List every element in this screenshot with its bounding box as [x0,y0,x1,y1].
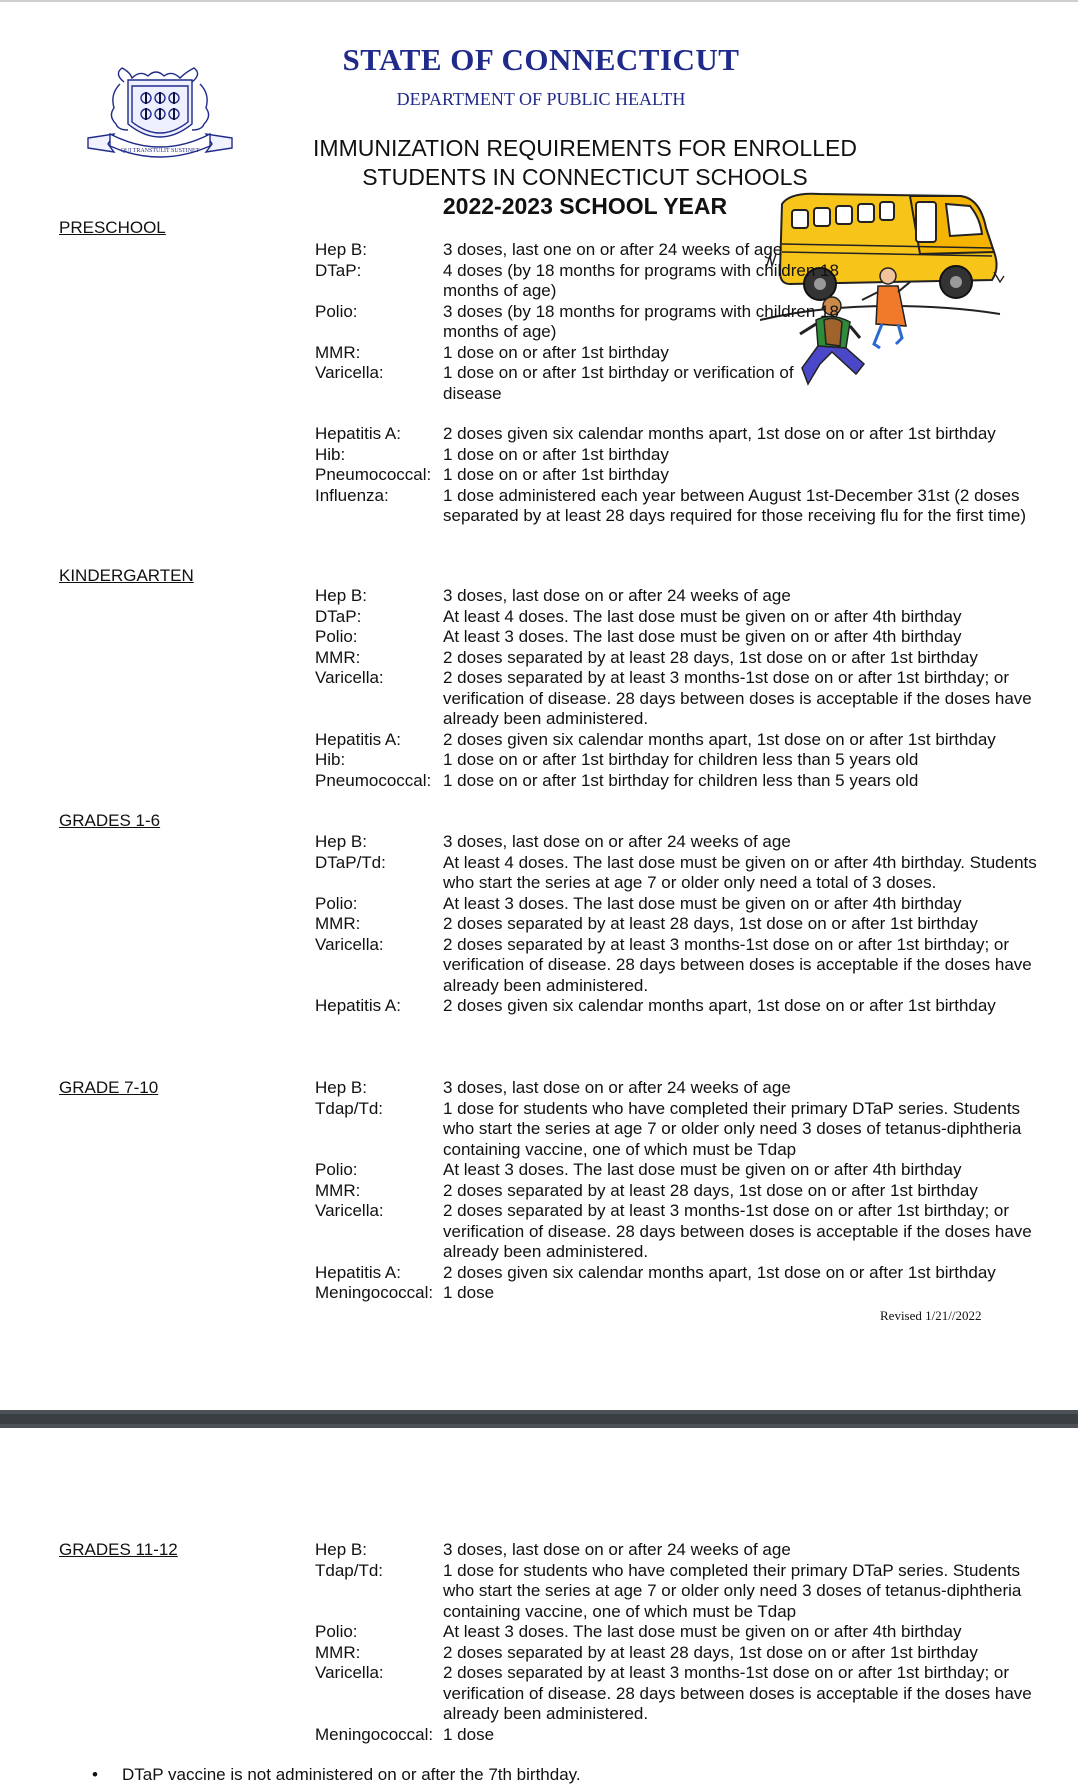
vaccine-requirement: At least 3 doses. The last dose must be given on or after 4th birthday [443,893,962,913]
requirement-row [315,668,1045,730]
vaccine-requirement: 2 doses given six calendar months apart, 1st dose on or after 1st birthday [443,996,996,1015]
vaccine-name: Meningococcal: [315,1283,434,1302]
vaccine-name: Meningococcal: [315,1724,434,1744]
requirement-row [315,853,1045,894]
vaccine-requirement: 1 dose on or after 1st birthday for children less than 5 years old [443,770,919,790]
vaccine-name: Tdap/Td: [315,1560,384,1580]
vaccine-requirement: 2 doses separated by at least 28 days, 1st dose on or after 1st birthday [443,914,978,933]
vaccine-name: Polio: [315,301,358,321]
requirement-row [315,996,1045,1017]
vaccine-name: MMR: [315,342,361,362]
requirement-row [315,832,1045,853]
vaccine-requirement: 1 dose on or after 1st birthday [443,342,669,362]
vaccine-requirement: 1 dose [443,1283,495,1302]
requirement-row [315,1283,1045,1304]
vaccine-requirement: 4 doses (by 18 months for programs with children 18 months of age) [443,260,839,300]
requirement-row [315,607,1045,628]
requirement-row [315,343,845,364]
requirement-row [315,1201,1045,1263]
grades-7-10-requirements-list [315,1078,1045,1304]
vaccine-name: Pneumococcal: [315,770,432,790]
svg-text:QUI TRANSTULIT SUSTINET: QUI TRANSTULIT SUSTINET [120,148,200,154]
requirement-row [315,1160,1045,1181]
state-title: STATE OF CONNECTICUT [342,42,740,77]
page-top-border [0,0,1078,2]
requirement-row [315,445,1045,466]
requirement-row [315,648,1045,669]
vaccine-name: MMR: [315,647,361,667]
vaccine-requirement: 1 dose on or after 1st birthday [443,465,669,484]
vaccine-name: MMR: [315,1180,361,1200]
vaccine-requirement: 3 doses, last dose on or after 24 weeks of age [443,832,791,851]
vaccine-requirement: 1 dose on or after 1st birthday for children less than 5 years old [443,750,919,769]
requirement-row [315,1181,1045,1202]
requirement-row [315,1643,1045,1664]
vaccine-name: MMR: [315,1642,361,1662]
section-kindergarten-label: KINDERGARTEN [59,566,194,585]
connecticut-seal-icon [84,64,236,164]
footnote-text: DTaP vaccine is not administered on or after the 7th birthday. [122,1765,581,1784]
requirement-row [315,1663,1045,1725]
vaccine-name: Hib: [315,750,346,769]
vaccine-name: Hepatitis A: [315,729,401,749]
vaccine-requirement: 2 doses given six calendar months apart, 1st dose on or after 1st birthday [443,729,996,749]
vaccine-name: Polio: [315,627,358,646]
vaccine-name: Polio: [315,1622,358,1641]
requirement-row [315,1725,1045,1746]
requirement-row [315,627,1045,648]
bullet-icon: • [92,1765,98,1784]
vaccine-requirement: 2 doses separated by at least 3 months-1st dose on or after 1st birthday; or verification of disease. 28 days between doses is acceptable if the doses have already been administered. [443,1663,1032,1723]
requirement-row [315,730,1045,751]
requirement-row [315,302,845,343]
vaccine-requirement: 1 dose on or after 1st birthday or verification of disease [443,363,794,403]
vaccine-requirement: 3 doses, last dose on or after 24 weeks of age [443,1078,791,1097]
requirement-row [315,1099,1045,1161]
vaccine-requirement: 2 doses separated by at least 28 days, 1st dose on or after 1st birthday [443,1180,978,1200]
vaccine-name: Hepatitis A: [315,1262,401,1282]
requirement-row [315,894,1045,915]
requirement-row [315,586,1045,607]
preschool-requirements-list-continued [315,424,1045,527]
requirement-row [315,240,845,261]
requirement-row [315,1561,1045,1623]
department-title: DEPARTMENT OF PUBLIC HEALTH [396,89,686,109]
school-year: 2022-2023 SCHOOL YEAR [442,193,728,219]
requirement-row [315,424,1045,445]
vaccine-requirement: 2 doses given six calendar months apart, 1st dose on or after 1st birthday [443,1262,996,1282]
requirement-row [315,261,845,302]
vaccine-name: Polio: [315,1160,358,1179]
vaccine-name: Varicella: [315,668,384,687]
vaccine-name: MMR: [315,914,361,933]
title-line-2: STUDENTS IN CONNECTICUT SCHOOLS [362,164,808,190]
requirement-row [315,935,1045,997]
vaccine-requirement: At least 4 doses. The last dose must be given on or after 4th birthday. Students who start the series at age 7 or older only need a total of 3 doses. [443,852,1037,892]
vaccine-name: Influenza: [315,485,389,505]
vaccine-requirement: 1 dose for students who have completed their primary DTaP series. Students who start the series at age 7 or older only need 3 doses of tetanus-diphtheria containing vaccine, one of which must be Tdap [443,1098,1022,1159]
vaccine-requirement: 1 dose on or after 1st birthday [443,444,669,464]
vaccine-name: Hepatitis A: [315,996,401,1015]
vaccine-requirement: 2 doses given six calendar months apart, 1st dose on or after 1st birthday [443,424,996,443]
section-preschool-label: PRESCHOOL [59,218,166,237]
vaccine-name: DTaP: [315,260,362,280]
vaccine-name: DTaP: [315,606,362,626]
vaccine-name: Varicella: [315,1201,384,1220]
grades-11-12-requirements-list [315,1540,1045,1745]
vaccine-name: Tdap/Td: [315,1098,384,1118]
vaccine-name: Varicella: [315,1663,384,1682]
requirement-row [315,1263,1045,1284]
vaccine-requirement: 3 doses (by 18 months for programs with children 18 months of age) [443,301,839,341]
section-grades-7-10-label: GRADE 7-10 [59,1078,159,1097]
grades-1-6-requirements-list [315,832,1045,1017]
vaccine-name: Hep B: [315,1078,367,1097]
vaccine-name: Hepatitis A: [315,424,401,443]
vaccine-requirement: 2 doses separated by at least 3 months-1st dose on or after 1st birthday; or verification of disease. 28 days between doses is acceptable if the doses have already been administered. [443,934,1032,995]
vaccine-name: Hep B: [315,832,367,851]
requirement-row [315,750,1045,771]
vaccine-requirement: 2 doses separated by at least 3 months-1st dose on or after 1st birthday; or verification of disease. 28 days between doses is acceptable if the doses have already been administered. [443,668,1032,728]
requirement-row [315,771,1045,792]
vaccine-requirement: 3 doses, last dose on or after 24 weeks of age [443,586,791,605]
vaccine-requirement: 3 doses, last one on or after 24 weeks of age [443,240,783,259]
section-grades-1-6-label: GRADES 1-6 [59,811,161,830]
requirement-row [315,914,1045,935]
vaccine-requirement: At least 4 doses. The last dose must be given on or after 4th birthday [443,606,962,626]
vaccine-requirement: 1 dose administered each year between August 1st-December 31st (2 doses separated by at least 28 days required for those receiving flu for the first time) [443,485,1027,525]
vaccine-name: Hib: [315,444,346,464]
vaccine-requirement: 3 doses, last dose on or after 24 weeks of age [443,1540,791,1559]
vaccine-name: Polio: [315,893,358,913]
vaccine-requirement: 2 doses separated by at least 28 days, 1st dose on or after 1st birthday [443,1642,978,1662]
footnote [92,1765,581,1785]
requirement-row [315,1622,1045,1643]
vaccine-name: Varicella: [315,363,384,382]
vaccine-requirement: 2 doses separated by at least 3 months-1st dose on or after 1st birthday; or verification of disease. 28 days between doses is acceptable if the doses have already been administered. [443,1201,1032,1261]
vaccine-requirement: 1 dose for students who have completed their primary DTaP series. Students who start the series at age 7 or older only need 3 doses of tetanus-diphtheria containing vaccine, one of which must be Tdap [443,1560,1022,1621]
requirement-row [315,363,845,404]
title-line-1: IMMUNIZATION REQUIREMENTS FOR ENROLLED [313,135,857,161]
vaccine-name: Hep B: [315,586,367,605]
vaccine-name: Hep B: [315,1540,367,1559]
vaccine-name: Hep B: [315,240,367,259]
page-separator [0,1410,1078,1428]
vaccine-name: Varicella: [315,934,384,954]
requirement-row [315,1078,1045,1099]
vaccine-requirement: At least 3 doses. The last dose must be given on or after 4th birthday [443,1622,962,1641]
vaccine-requirement: At least 3 doses. The last dose must be given on or after 4th birthday [443,627,962,646]
vaccine-requirement: At least 3 doses. The last dose must be given on or after 4th birthday [443,1160,962,1179]
vaccine-requirement: 1 dose [443,1724,495,1744]
preschool-requirements-list [315,240,845,404]
requirement-row [315,1540,1045,1561]
vaccine-name: DTaP/Td: [315,852,386,872]
revised-date: Revised 1/21//2022 [880,1308,982,1323]
requirement-row [315,486,1045,527]
vaccine-name: Pneumococcal: [315,465,432,484]
vaccine-requirement: 2 doses separated by at least 28 days, 1st dose on or after 1st birthday [443,647,978,667]
kindergarten-requirements-list [315,586,1045,791]
requirement-row [315,465,1045,486]
section-grades-11-12-label: GRADES 11-12 [59,1540,178,1559]
